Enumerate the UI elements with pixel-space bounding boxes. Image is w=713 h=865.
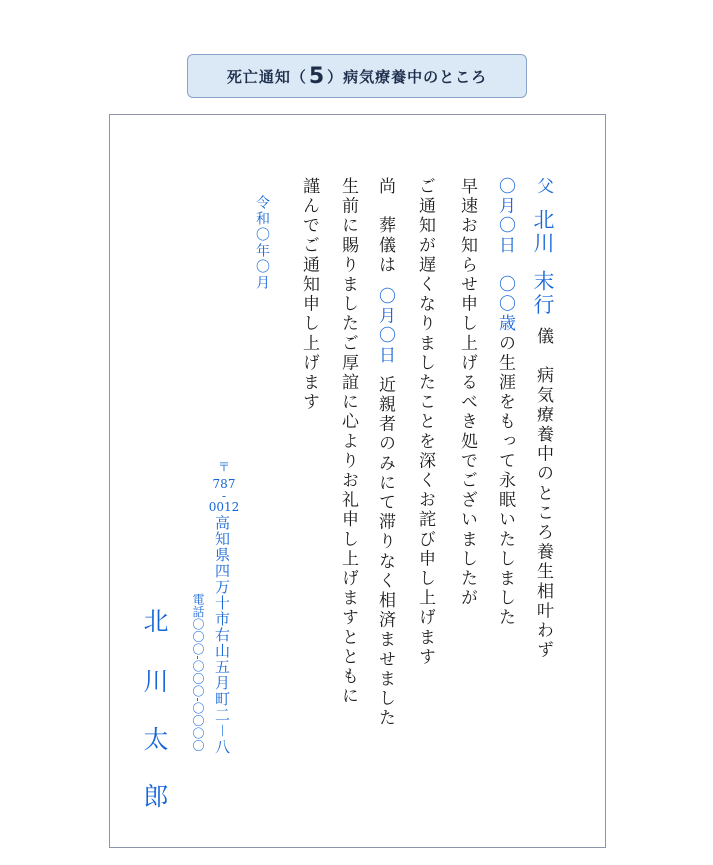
postal-code-separator: -	[221, 489, 227, 503]
letter-line-1	[532, 177, 553, 660]
title-text-after: ）病気療養中のところ	[327, 67, 488, 86]
page-title	[187, 54, 527, 98]
letter-date: 令和〇年〇月	[254, 195, 270, 291]
notice-card	[109, 114, 606, 848]
letter-line-3: 早速お知らせ申し上げるべき処でございましたが	[457, 177, 477, 609]
death-date-age: 〇月〇日 〇〇歳	[495, 177, 515, 334]
postal-code-part-1: 787	[212, 477, 236, 491]
funeral-date: 〇月〇日	[375, 287, 395, 366]
letter-line-7: 謹んでご通知申し上げます	[299, 177, 319, 413]
funeral-label: 尚 葬儀は	[375, 177, 395, 275]
postal-code	[206, 459, 242, 516]
postal-code-part-2: 0012	[208, 500, 240, 514]
sender-phone: 電話〇〇〇-〇〇〇-〇〇〇〇	[191, 593, 205, 753]
postal-mark: 〒	[217, 460, 230, 474]
sender-name-char-2: 川	[143, 667, 169, 696]
title-text-before: 死亡通知（	[226, 67, 307, 86]
letter-line-2	[496, 177, 513, 628]
sender-name-char-4: 郎	[143, 782, 169, 811]
title-number: 5	[308, 63, 326, 89]
letter-line-5	[376, 177, 393, 728]
sender-address: 高知県四万十市右山五月町二－八	[213, 515, 231, 756]
line-1-text: 儀 病気療養中のところ養生相叶わず	[533, 327, 553, 661]
line-5-text: 近親者のみにて滞りなく相済ませました	[375, 375, 395, 729]
letter-line-6: 生前に賜りましたご厚誼に心よりお礼申し上げますとともに	[338, 177, 358, 707]
deceased-surname: 北川	[531, 208, 555, 256]
letter-line-4: ご通知が遅くなりましたことを深くお詫び申し上げます	[415, 177, 435, 667]
sender-name-char-1: 北	[143, 607, 169, 636]
sender-name-char-3: 太	[143, 725, 169, 754]
deceased-given-name: 末行	[531, 269, 555, 318]
line-2-text: の生涯をもって永眠いたしました	[495, 333, 515, 628]
relation-label: 父	[533, 177, 553, 197]
